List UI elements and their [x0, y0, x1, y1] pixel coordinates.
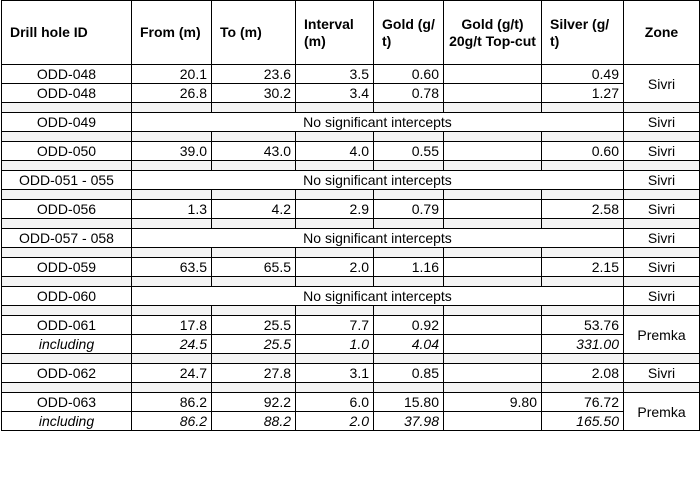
header-gold: Gold (g/ t): [374, 1, 444, 65]
spacer-cell: [374, 161, 444, 171]
spacer-cell: [542, 354, 624, 364]
spacer-cell: [444, 306, 542, 316]
table-row: [2, 316, 700, 335]
spacer-cell: [444, 354, 542, 364]
spacer-cell: [296, 354, 374, 364]
cell-zone: Sivri: [624, 65, 700, 103]
spacer-cell: [132, 219, 212, 229]
table-row: [2, 364, 700, 383]
cell-drill-hole-id: ODD-061: [2, 316, 132, 335]
cell-gold: 0.60: [374, 65, 444, 84]
cell-silver: 0.60: [542, 142, 624, 161]
table-row: [2, 200, 700, 219]
cell-from: 24.5: [132, 335, 212, 354]
cell-from: 20.1: [132, 65, 212, 84]
cell-from: 39.0: [132, 142, 212, 161]
cell-gold: 0.85: [374, 364, 444, 383]
table-row: [2, 171, 700, 190]
cell-to: 65.5: [212, 258, 296, 277]
cell-drill-hole-id: ODD-050: [2, 142, 132, 161]
spacer-cell: [2, 354, 132, 364]
cell-gold: 0.92: [374, 316, 444, 335]
cell-interval: 2.9: [296, 200, 374, 219]
spacer-row: [2, 306, 700, 316]
header-row: [2, 1, 700, 65]
table-row-including: [2, 412, 700, 431]
cell-interval: 3.4: [296, 84, 374, 103]
header-to: To (m): [212, 1, 296, 65]
cell-silver: 53.76: [542, 316, 624, 335]
spacer-cell: [132, 383, 212, 393]
spacer-cell: [444, 277, 542, 287]
spacer-cell: [212, 161, 296, 171]
spacer-cell: [2, 219, 132, 229]
spacer-cell: [624, 132, 700, 142]
spacer-cell: [374, 354, 444, 364]
cell-no-intercepts-note: No significant intercepts: [132, 287, 624, 306]
cell-gold: 0.79: [374, 200, 444, 219]
cell-drill-hole-id: including: [2, 412, 132, 431]
table-row: [2, 258, 700, 277]
cell-gold-topcut: [444, 412, 542, 431]
spacer-cell: [2, 306, 132, 316]
spacer-cell: [624, 277, 700, 287]
spacer-cell: [212, 248, 296, 258]
cell-drill-hole-id: ODD-057 - 058: [2, 229, 132, 248]
spacer-cell: [296, 383, 374, 393]
spacer-cell: [212, 277, 296, 287]
cell-gold-topcut: [444, 364, 542, 383]
spacer-cell: [296, 132, 374, 142]
spacer-cell: [444, 383, 542, 393]
spacer-cell: [374, 383, 444, 393]
table-row: [2, 287, 700, 306]
spacer-cell: [296, 277, 374, 287]
cell-drill-hole-id: ODD-062: [2, 364, 132, 383]
cell-interval: 3.5: [296, 65, 374, 84]
cell-gold: 1.16: [374, 258, 444, 277]
cell-drill-hole-id: including: [2, 335, 132, 354]
cell-from: 17.8: [132, 316, 212, 335]
spacer-cell: [624, 383, 700, 393]
cell-from: 24.7: [132, 364, 212, 383]
cell-gold-topcut: [444, 200, 542, 219]
spacer-cell: [374, 277, 444, 287]
cell-to: 25.5: [212, 335, 296, 354]
spacer-cell: [444, 161, 542, 171]
cell-drill-hole-id: ODD-048: [2, 84, 132, 103]
cell-interval: 2.0: [296, 412, 374, 431]
cell-silver: 331.00: [542, 335, 624, 354]
cell-zone: Sivri: [624, 142, 700, 161]
cell-interval: 4.0: [296, 142, 374, 161]
cell-silver: 1.27: [542, 84, 624, 103]
cell-no-intercepts-note: No significant intercepts: [132, 229, 624, 248]
spacer-cell: [542, 277, 624, 287]
spacer-cell: [2, 248, 132, 258]
spacer-cell: [542, 103, 624, 113]
cell-from: 86.2: [132, 412, 212, 431]
spacer-cell: [542, 383, 624, 393]
spacer-cell: [624, 103, 700, 113]
cell-silver: 2.58: [542, 200, 624, 219]
spacer-cell: [374, 132, 444, 142]
cell-silver: 165.50: [542, 412, 624, 431]
table-row: [2, 393, 700, 412]
spacer-row: [2, 103, 700, 113]
spacer-row: [2, 354, 700, 364]
header-zone: Zone: [624, 1, 700, 65]
spacer-cell: [296, 190, 374, 200]
cell-zone: Sivri: [624, 229, 700, 248]
cell-no-intercepts-note: No significant intercepts: [132, 113, 624, 132]
cell-interval: 3.1: [296, 364, 374, 383]
spacer-cell: [212, 132, 296, 142]
spacer-cell: [212, 354, 296, 364]
header-from: From (m): [132, 1, 212, 65]
spacer-cell: [296, 161, 374, 171]
table-row: [2, 113, 700, 132]
spacer-cell: [444, 248, 542, 258]
spacer-cell: [444, 132, 542, 142]
cell-zone: Premka: [624, 316, 700, 354]
cell-drill-hole-id: ODD-059: [2, 258, 132, 277]
spacer-cell: [212, 190, 296, 200]
spacer-cell: [624, 190, 700, 200]
table-row: [2, 84, 700, 103]
cell-to: 25.5: [212, 316, 296, 335]
cell-to: 23.6: [212, 65, 296, 84]
cell-interval: 6.0: [296, 393, 374, 412]
cell-gold-topcut: [444, 335, 542, 354]
cell-silver: 2.15: [542, 258, 624, 277]
spacer-cell: [212, 103, 296, 113]
cell-silver: 76.72: [542, 393, 624, 412]
spacer-cell: [624, 219, 700, 229]
spacer-cell: [132, 161, 212, 171]
drill-results-table: [1, 0, 700, 431]
cell-to: 4.2: [212, 200, 296, 219]
spacer-cell: [132, 103, 212, 113]
cell-silver: 2.08: [542, 364, 624, 383]
spacer-cell: [624, 354, 700, 364]
cell-drill-hole-id: ODD-056: [2, 200, 132, 219]
table-row: [2, 229, 700, 248]
cell-zone: Premka: [624, 393, 700, 431]
cell-drill-hole-id: ODD-048: [2, 65, 132, 84]
cell-from: 86.2: [132, 393, 212, 412]
cell-from: 1.3: [132, 200, 212, 219]
cell-gold: 37.98: [374, 412, 444, 431]
spacer-cell: [132, 248, 212, 258]
header-interval: Interval (m): [296, 1, 374, 65]
spacer-row: [2, 383, 700, 393]
spacer-cell: [212, 219, 296, 229]
cell-interval: 7.7: [296, 316, 374, 335]
spacer-row: [2, 132, 700, 142]
spacer-cell: [444, 190, 542, 200]
header-silver: Silver (g/ t): [542, 1, 624, 65]
spacer-cell: [624, 306, 700, 316]
cell-zone: Sivri: [624, 364, 700, 383]
cell-gold-topcut: [444, 316, 542, 335]
cell-gold: 0.78: [374, 84, 444, 103]
cell-to: 30.2: [212, 84, 296, 103]
spacer-cell: [374, 190, 444, 200]
spacer-cell: [444, 103, 542, 113]
spacer-cell: [624, 161, 700, 171]
cell-to: 92.2: [212, 393, 296, 412]
spacer-cell: [2, 132, 132, 142]
cell-to: 88.2: [212, 412, 296, 431]
spacer-cell: [212, 306, 296, 316]
table-row: [2, 65, 700, 84]
cell-silver: 0.49: [542, 65, 624, 84]
spacer-cell: [374, 248, 444, 258]
cell-interval: 1.0: [296, 335, 374, 354]
cell-zone: Sivri: [624, 171, 700, 190]
cell-drill-hole-id: ODD-060: [2, 287, 132, 306]
spacer-cell: [374, 219, 444, 229]
spacer-cell: [542, 161, 624, 171]
table-body: [2, 65, 700, 431]
cell-drill-hole-id: ODD-051 - 055: [2, 171, 132, 190]
spacer-cell: [132, 190, 212, 200]
spacer-cell: [542, 306, 624, 316]
spacer-row: [2, 248, 700, 258]
spacer-cell: [542, 248, 624, 258]
spacer-cell: [2, 277, 132, 287]
cell-zone: Sivri: [624, 200, 700, 219]
spacer-cell: [2, 383, 132, 393]
cell-zone: Sivri: [624, 287, 700, 306]
cell-from: 63.5: [132, 258, 212, 277]
cell-zone: Sivri: [624, 113, 700, 132]
spacer-cell: [624, 248, 700, 258]
spacer-cell: [444, 219, 542, 229]
spacer-cell: [374, 306, 444, 316]
spacer-cell: [542, 219, 624, 229]
table-row: [2, 142, 700, 161]
cell-gold-topcut: 9.80: [444, 393, 542, 412]
spacer-cell: [132, 132, 212, 142]
cell-gold-topcut: [444, 142, 542, 161]
cell-from: 26.8: [132, 84, 212, 103]
spacer-cell: [374, 103, 444, 113]
spacer-cell: [296, 248, 374, 258]
cell-interval: 2.0: [296, 258, 374, 277]
cell-to: 43.0: [212, 142, 296, 161]
spacer-row: [2, 161, 700, 171]
cell-gold: 4.04: [374, 335, 444, 354]
spacer-cell: [296, 219, 374, 229]
spacer-row: [2, 277, 700, 287]
cell-zone: Sivri: [624, 258, 700, 277]
spacer-cell: [542, 190, 624, 200]
cell-gold-topcut: [444, 65, 542, 84]
spacer-row: [2, 190, 700, 200]
spacer-cell: [132, 306, 212, 316]
spacer-cell: [2, 190, 132, 200]
cell-gold-topcut: [444, 84, 542, 103]
spacer-cell: [296, 306, 374, 316]
spacer-cell: [132, 277, 212, 287]
spacer-row: [2, 219, 700, 229]
header-gold-topcut: Gold (g/t) 20g/t Top-cut: [444, 1, 542, 65]
cell-gold: 0.55: [374, 142, 444, 161]
cell-drill-hole-id: ODD-063: [2, 393, 132, 412]
spacer-cell: [2, 103, 132, 113]
header-drill-hole-id: Drill hole ID: [2, 1, 132, 65]
spacer-cell: [132, 354, 212, 364]
spacer-cell: [212, 383, 296, 393]
table-row-including: [2, 335, 700, 354]
cell-gold-topcut: [444, 258, 542, 277]
spacer-cell: [296, 103, 374, 113]
spacer-cell: [542, 132, 624, 142]
cell-to: 27.8: [212, 364, 296, 383]
cell-no-intercepts-note: No significant intercepts: [132, 171, 624, 190]
cell-drill-hole-id: ODD-049: [2, 113, 132, 132]
spacer-cell: [2, 161, 132, 171]
cell-gold: 15.80: [374, 393, 444, 412]
